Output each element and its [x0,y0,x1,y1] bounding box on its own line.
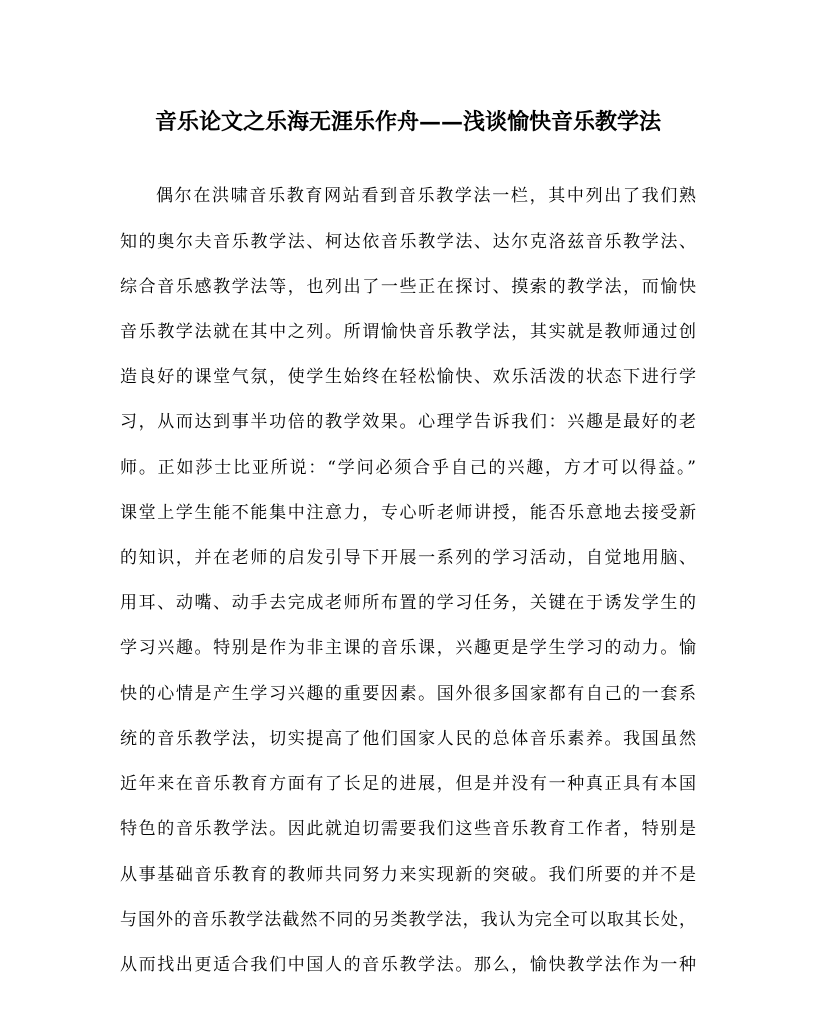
paragraph-line: 特色的音乐教学法。因此就迫切需要我们这些音乐教育工作者，特别是 [120,819,696,839]
paragraph-line: 学习兴趣。特别是作为非主课的音乐课，兴趣更是学生学习的动力。愉 [120,638,696,658]
paragraph-line: 习，从而达到事半功倍的教学效果。心理学告诉我们：兴趣是最好的老 [120,412,696,432]
paragraph-line: 知的奥尔夫音乐教学法、柯达依音乐教学法、达尔克洛兹音乐教学法、 [120,232,696,252]
paragraph-line: 统的音乐教学法，切实提高了他们国家人民的总体音乐素养。我国虽然 [120,729,696,749]
paragraph-line: 的知识，并在老师的启发引导下开展一系列的学习活动，自觉地用脑、 [120,548,696,568]
paragraph-line: 课堂上学生能不能集中注意力，专心听老师讲授，能否乐意地去接受新 [120,503,696,523]
paragraph-line: 造良好的课堂气氛，使学生始终在轻松愉快、欢乐活泼的状态下进行学 [120,367,696,387]
paragraph-line: 综合音乐感教学法等，也列出了一些正在探讨、摸索的教学法，而愉快 [120,277,696,297]
paragraph-line: 与国外的音乐教学法截然不同的另类教学法，我认为完全可以取其长处， [120,910,696,930]
paragraph-line: 快的心情是产生学习兴趣的重要因素。国外很多国家都有自己的一套系 [120,684,696,704]
paragraph-line: 近年来在音乐教育方面有了长足的进展，但是并没有一种真正具有本国 [120,774,696,794]
paragraph-line: 从事基础音乐教育的教师共同努力来实现新的突破。我们所要的并不是 [120,865,696,885]
paragraph-line: 偶尔在洪啸音乐教育网站看到音乐教学法一栏，其中列出了我们熟 [156,186,696,206]
paragraph-line: 从而找出更适合我们中国人的音乐教学法。那么，愉快教学法作为一种 [120,955,696,975]
document-title: 音乐论文之乐海无涯乐作舟——浅谈愉快音乐教学法 [154,109,661,135]
paragraph-line: 师。正如莎士比亚所说：“学问必须合乎自己的兴趣，方才可以得益。” [120,458,696,478]
paragraph-line: 用耳、动嘴、动手去完成老师所布置的学习任务，关键在于诱发学生的 [120,593,696,613]
paragraph-line: 音乐教学法就在其中之列。所谓愉快音乐教学法，其实就是教师通过创 [120,322,696,342]
